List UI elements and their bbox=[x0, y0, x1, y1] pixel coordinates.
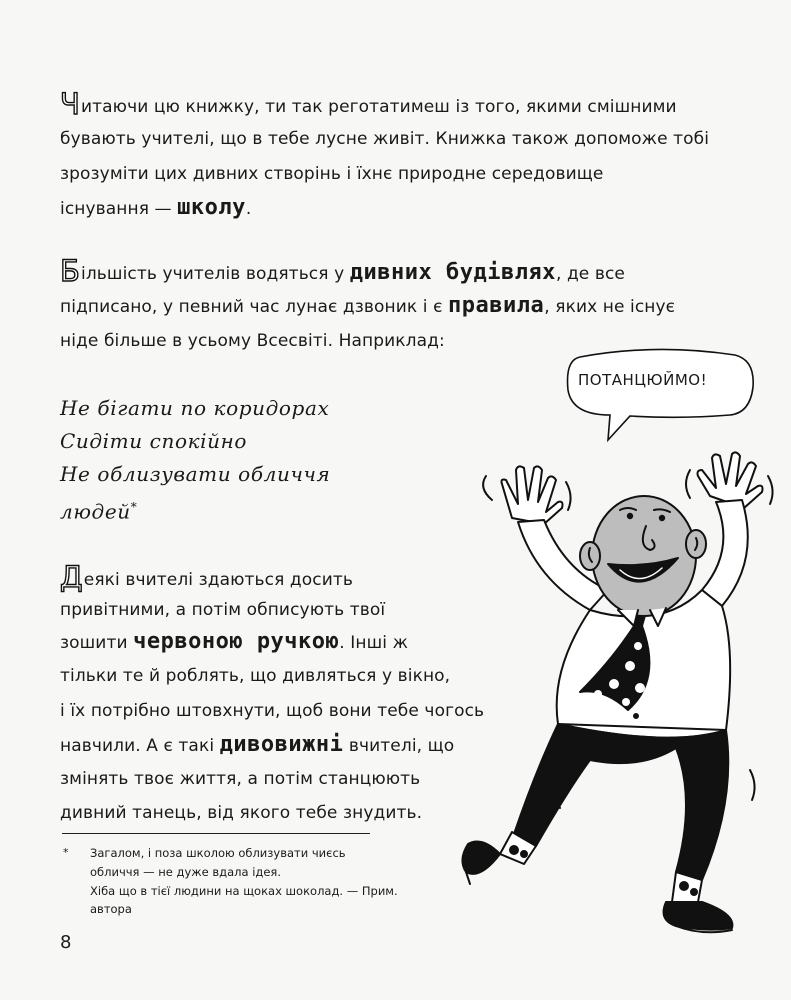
text: , яких не існує bbox=[544, 297, 676, 317]
page-number: 8 bbox=[60, 932, 72, 953]
text: підписано, у певний час лунає дзвоник і є bbox=[60, 297, 449, 317]
paragraph-3-line-1 bbox=[60, 560, 354, 594]
paragraph-3-line-6 bbox=[60, 733, 454, 758]
text: . bbox=[245, 199, 252, 219]
paragraph-2-line-2 bbox=[60, 294, 675, 319]
paragraph-1-line-2: бувають учителі, що в тебе лусне живіт. Книжка також допоможе тобі bbox=[60, 129, 710, 149]
text: існування — bbox=[60, 199, 178, 219]
footnote-mark: * bbox=[130, 500, 138, 514]
paragraph-1-line-3: зрозуміти цих дивних створінь і їхнє природне середовище bbox=[60, 164, 604, 184]
text: . Інші ж bbox=[339, 633, 409, 653]
bold-term: дивних будівлях bbox=[349, 260, 556, 285]
dancing-teacher-illustration bbox=[440, 440, 780, 940]
text: людей bbox=[60, 499, 131, 524]
footnote-line-2: обличчя — не дуже вдала ідея. bbox=[90, 865, 281, 879]
footnote-line-4: автора bbox=[90, 902, 132, 916]
footnote-divider bbox=[62, 833, 370, 834]
rule-4 bbox=[60, 495, 137, 524]
text: ільшість учителів водяться у bbox=[81, 264, 350, 284]
footnote-line-3: Хіба що в тієї людини на щоках шоколад. — Прим. bbox=[90, 884, 398, 898]
paragraph-2-line-1 bbox=[60, 254, 625, 288]
rule-1: Не бігати по коридорах bbox=[60, 396, 330, 420]
text: еякі вчителі здаються досить bbox=[83, 570, 354, 590]
text: вчителі, що bbox=[343, 736, 455, 756]
speech-bubble bbox=[560, 345, 760, 445]
bold-term: червоною ручкою bbox=[133, 629, 340, 654]
bold-term: школу bbox=[177, 195, 246, 220]
paragraph-1-line-4 bbox=[60, 196, 251, 221]
rule-3: Не облизувати обличчя bbox=[60, 462, 331, 486]
dropcap: Ч bbox=[60, 87, 80, 121]
speech-bubble-text: ПОТАНЦЮЙМО! bbox=[578, 371, 708, 389]
text: итаючи цю книжку, ти так реготатимеш із того, якими смішними bbox=[80, 97, 677, 117]
rule-2: Сидіти спокійно bbox=[60, 429, 248, 453]
dropcap: Б bbox=[60, 254, 80, 288]
paragraph-3-line-4: тільки те й роблять, що дивляться у вікно, bbox=[60, 666, 451, 686]
text: , де все bbox=[555, 264, 625, 284]
paragraph-3-line-2: привітними, а потім обписують твої bbox=[60, 600, 386, 620]
paragraph-3-line-3 bbox=[60, 630, 408, 655]
paragraph-3-line-8: дивний танець, від якого тебе знудить. bbox=[60, 803, 423, 823]
dropcap: Д bbox=[60, 560, 83, 594]
paragraph-3-line-7: змінять твоє життя, а потім станцюють bbox=[60, 769, 421, 789]
footnote-line-1: Загалом, і поза школою облизувати чиєсь bbox=[90, 846, 346, 860]
text: навчили. А є такі bbox=[60, 736, 220, 756]
bold-term: правила bbox=[448, 293, 545, 318]
footnote-bullet: * bbox=[63, 846, 69, 859]
paragraph-3-line-5: і їх потрібно штовхнути, щоб вони тебе чогось bbox=[60, 701, 485, 721]
text: зошити bbox=[60, 633, 134, 653]
paragraph-2-line-3: ніде більше в усьому Всесвіті. Наприклад: bbox=[60, 331, 445, 351]
bold-term: дивовижні bbox=[219, 732, 344, 757]
paragraph-1-line-1 bbox=[60, 87, 677, 121]
